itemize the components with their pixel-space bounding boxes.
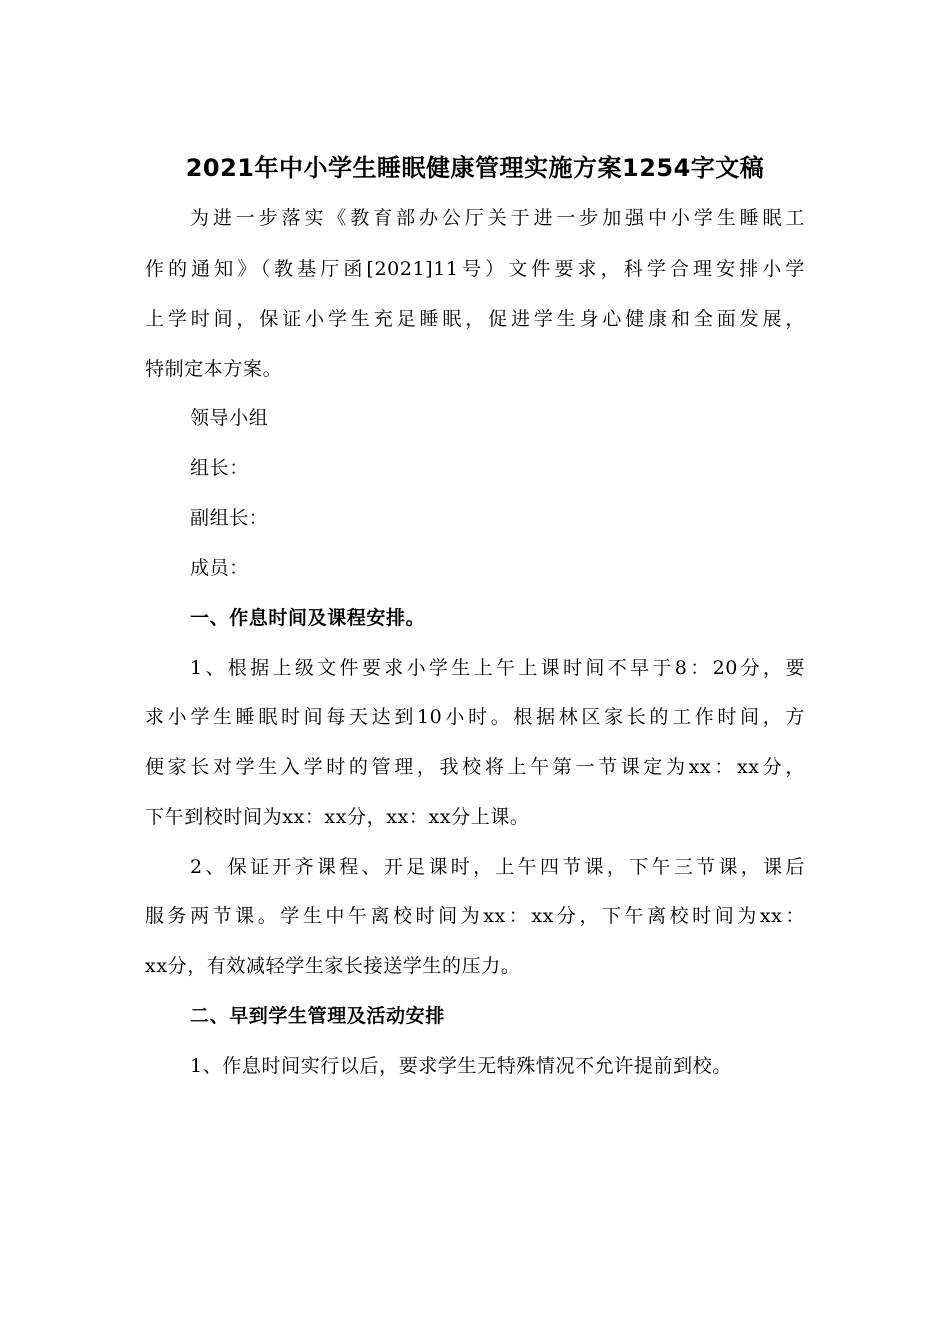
section-heading: 二、早到学生管理及活动安排 — [190, 1005, 445, 1027]
paragraph-line: 2、保证开齐课程、开足课时，上午四节课，下午三节课，课后 — [190, 856, 805, 878]
paragraph-line: 1、作息时间实行以后，要求学生无特殊情况不允许提前到校。 — [190, 1055, 732, 1077]
paragraph-line: 下午到校时间为xx：xx分，xx：xx分上课。 — [145, 806, 530, 828]
paragraph-line: xx分，有效减轻学生家长接送学生的压力。 — [145, 955, 521, 977]
paragraph-line: 便家长对学生入学时的管理，我校将上午第一节课定为xx：xx分， — [145, 756, 805, 778]
paragraph-line: 特制定本方案。 — [145, 358, 283, 380]
paragraph-line: 上学时间，保证小学生充足睡眠，促进学生身心健康和全面发展， — [145, 308, 805, 330]
paragraph-line: 求小学生睡眠时间每天达到10小时。根据林区家长的工作时间，方 — [145, 706, 805, 728]
section-label: 成员： — [190, 557, 249, 579]
section-label: 领导小组 — [190, 407, 269, 429]
section-heading: 一、作息时间及课程安排。 — [190, 607, 426, 629]
paragraph-line: 作的通知》（教基厅函[2021]11号）文件要求，科学合理安排小学 — [145, 258, 805, 280]
paragraph-line: 服务两节课。学生中午离校时间为xx：xx分，下午离校时间为xx： — [145, 905, 805, 927]
paragraph-line: 为进一步落实《教育部办公厅关于进一步加强中小学生睡眠工 — [190, 207, 805, 229]
section-label: 副组长： — [190, 507, 269, 529]
document-title: 2021年中小学生睡眠健康管理实施方案1254字文稿 — [185, 154, 765, 182]
section-label: 组长： — [190, 457, 249, 479]
paragraph-line: 1、根据上级文件要求小学生上午上课时间不早于8：20分，要 — [190, 657, 805, 679]
